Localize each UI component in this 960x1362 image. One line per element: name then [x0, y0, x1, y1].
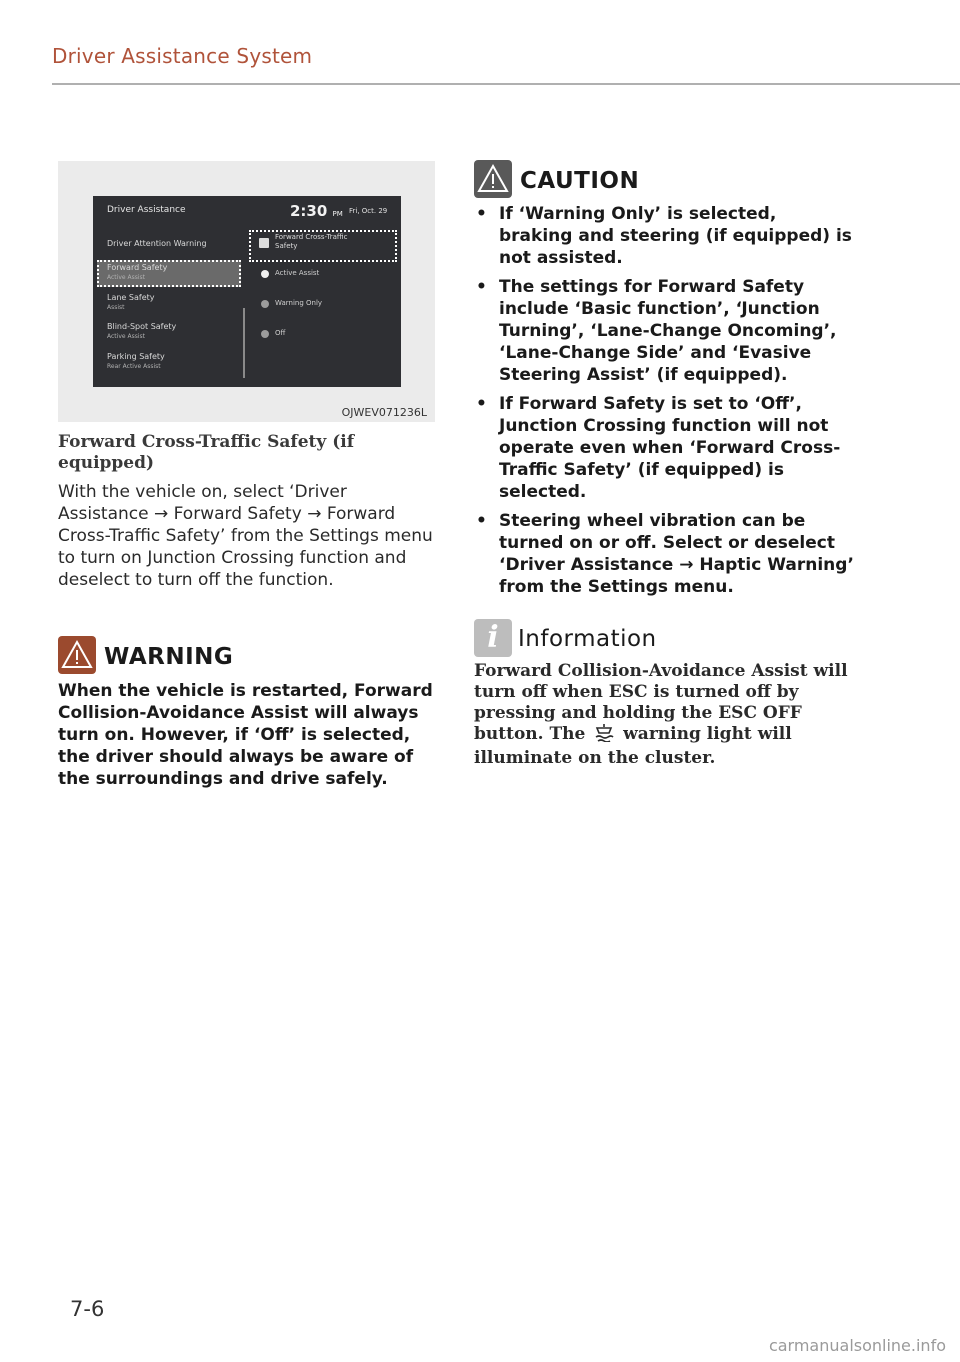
screen-date: Fri, Oct. 29 [349, 207, 388, 215]
menu-item-sub: Active Assist [107, 333, 145, 340]
radio-label-off: Off [275, 329, 286, 337]
bullet-icon: • [476, 204, 487, 224]
menu-item-label: Parking Safety [107, 352, 165, 361]
information-text-after: warning light will illuminate on the cluster. [474, 724, 792, 768]
list-item [474, 276, 854, 386]
caution-list [474, 203, 854, 605]
menu-item-parking-safety [107, 352, 165, 372]
bullet-icon: • [476, 394, 487, 414]
list-item-text: If ‘Warning Only’ is selected, braking and steering (if equipped) is not assisted. [499, 204, 852, 268]
page-number: 7-6 [70, 1297, 105, 1321]
header-rule [52, 83, 960, 85]
settings-screen [93, 196, 401, 387]
menu-item-label: Lane Safety [107, 293, 155, 302]
menu-item-forward-safety [107, 263, 167, 283]
header-title: Driver Assistance System [52, 44, 313, 68]
menu-item-lane-safety [107, 293, 154, 313]
list-item [474, 510, 854, 598]
warning-icon [58, 636, 96, 674]
bullet-icon: • [476, 511, 487, 531]
information-text-before: Forward Collision-Avoidance Assist will turn off when ESC is turned off by pressing and holding the ESC OFF button. The [474, 661, 848, 744]
screen-divider [243, 308, 245, 378]
time-value: 2:30 [290, 202, 328, 220]
checkbox-label-line-2: Safety [275, 242, 298, 250]
menu-item-label: Driver Attention Warning [107, 239, 207, 248]
caution-title: CAUTION [520, 168, 640, 194]
radio-label-active-assist: Active Assist [275, 269, 320, 277]
esc-off-warning-icon [593, 724, 615, 748]
list-item-text: If Forward Safety is set to ‘Off’, Junction Crossing function will not operate even when ‘Forward Cross-Traffic Safety’ (if equipped) is selected. [499, 394, 841, 502]
time-ampm: PM [332, 210, 343, 218]
radio-off-icon [261, 330, 269, 338]
menu-item-sub: Assist [107, 304, 125, 311]
menu-item-blind-spot [107, 322, 176, 342]
section-heading: Forward Cross-Traffic Safety (if equipped) [58, 432, 355, 473]
screen-time [290, 202, 343, 220]
watermark: carmanualsonline.info [768, 1336, 946, 1355]
list-item [474, 203, 854, 269]
screen-title: Driver Assistance [107, 205, 186, 215]
menu-item-label: Forward Safety [107, 263, 168, 272]
information-text [474, 661, 864, 769]
information-icon: i [474, 619, 512, 657]
section-body: With the vehicle on, select ‘Driver Assistance → Forward Safety → Forward Cross-Traffic Safety’ from the Settings menu to turn on Junction Crossing function and deselect to turn off the function. [58, 482, 433, 590]
menu-item-label: Blind-Spot Safety [107, 322, 177, 331]
bullet-icon: • [476, 277, 487, 297]
figure-code: OJWEV071236L [341, 406, 427, 419]
list-item-text: Steering wheel vibration can be turned on or off. Select or deselect ‘Driver Assistance → Haptic Warning’ from the Settings menu. [499, 511, 854, 597]
warning-text: When the vehicle is restarted, Forward Collision-Avoidance Assist will always turn on. However, if ‘Off’ is selected, the driver should always be aware of the surroundings and drive safely. [58, 681, 433, 789]
menu-item-sub: Active Assist [107, 274, 145, 281]
radio-label-warning-only: Warning Only [275, 299, 323, 307]
menu-item-sub: Rear Active Assist [107, 363, 161, 370]
list-item [474, 393, 854, 503]
list-item-text: The settings for Forward Safety include ‘Basic function’, ‘Junction Turning’, ‘Lane-Change Oncoming’, ‘Lane-Change Side’ and ‘Evasive Steering Assist’ (if equipped). [499, 277, 837, 385]
menu-item-driver-attention [107, 239, 207, 249]
radio-warning-only-icon [261, 300, 269, 308]
checkbox-label-line-1: Forward Cross-Traffic [275, 233, 348, 241]
checkbox-label [275, 233, 347, 251]
information-title: Information [518, 626, 657, 652]
radio-active-assist-icon [261, 270, 269, 278]
caution-icon [474, 160, 512, 198]
figure [58, 161, 435, 422]
warning-title: WARNING [104, 644, 234, 670]
checkbox-checked-icon [259, 238, 269, 248]
